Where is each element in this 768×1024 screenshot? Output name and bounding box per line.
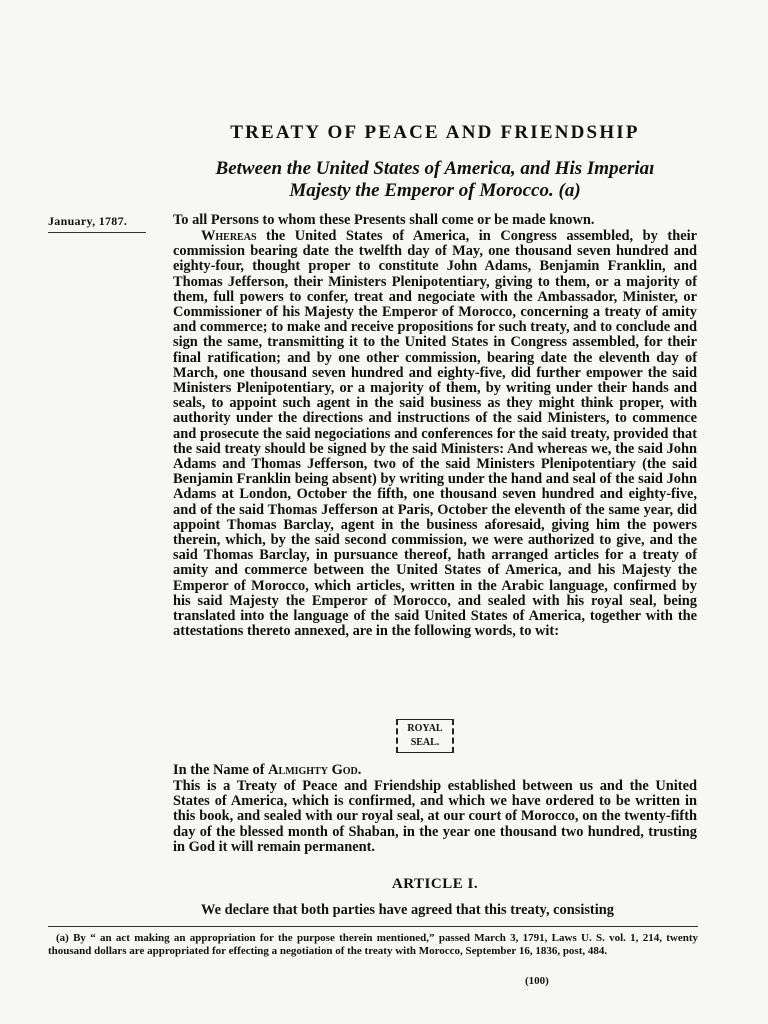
intro-paragraph: To all Persons to whom these Presents shall come or be made known.: [173, 212, 595, 228]
seal-line-2: SEAL.: [410, 737, 440, 748]
invocation-line: [173, 762, 361, 779]
invocation-prefix: In the Name of: [173, 762, 269, 778]
article-heading: ARTICLE I.: [391, 876, 479, 892]
page-number: (100): [525, 975, 549, 987]
page-title: TREATY OF PEACE AND FRIENDSHIP: [230, 122, 640, 143]
footnote-rule: [48, 926, 698, 927]
article-text: We declare that both parties have agreed that this treaty, consisting: [201, 902, 614, 918]
treaty-paragraph: This is a Treaty of Peace and Friendship established between us and the United States of America, which is confirmed, and which we have ordered to be written in this book, and sealed with our royal seal, at our court of Morocco, on the twenty-fifth day of the blessed month of Shaban, in the year one thousand two hundred, trusting in God it will remain permanent.: [173, 778, 697, 855]
royal-seal-box: [396, 719, 454, 753]
subtitle-line-2: Majesty the Emperor of Morocco. (a): [289, 180, 581, 201]
whereas-lead: Whereas: [201, 228, 257, 244]
margin-date: January, 1787.: [48, 214, 128, 228]
whereas-body: the United States of America, in Congress assembled, by their commission bearing date the twelfth day of May, one thousand seven hundred and eighty-four, thought proper to constitute John Adams, Benjamin Franklin, and Thomas Jefferson, their Ministers Plenipotentiary, giving to them, or a majority of them, full powers to confer, treat and negociate with the Ambassador, Minister, or Commissioner of his Majesty the Emperor of Morocco, concerning a treaty of amity and commerce; to make and receive propositions for such treaty, and to conclude and sign the same, transmitting it to the United States in Congress assembled, for their final ratification; and by one other commission, bearing date the eleventh day of March, one thousand seven hundred and eighty-five, did further empower the said Ministers Plenipotentiary, or a majority of them, by writing under their hands and seals, to appoint such agent in the said business as they might think proper, with authority under the directions and instructions of the said Ministers, to commence and prosecute the said negociations and conferences for the said treaty, provided that the said treaty should be signed by the said Ministers: And whereas we, the said John Adams and Thomas Jefferson, two of the said Ministers Plenipotentiary (the said Benjamin Franklin being absent) by writing under the hand and seal of the said John Adams at London, October the fifth, one thousand seven hundred and eighty-five, and of the said Thomas Jefferson at Paris, October the eleventh of the same year, did appoint Thomas Barclay, agent in the business aforesaid, giving him the powers therein, which, by the said second commission, we were authorized to give, and the said Thomas Barclay, in pursuance thereof, hath arranged articles for a treaty of amity and commerce between the United States of America, and his Majesty the Emperor of Morocco, which articles, written in the Arabic language, confirmed by his said Majesty the Emperor of Morocco, and sealed with his royal seal, being translated into the language of the said United States of America, together with the attestations thereto annexed, are in the following words, to wit:: [173, 228, 697, 640]
whereas-paragraph: [173, 229, 697, 639]
invocation-god: Almighty God.: [268, 762, 362, 778]
footnote-text: (a) By “ an act making an appropriation for the purpose therein mentioned,” passed March 3, 1791, Laws U. S. vol. 1, 214, twenty thousand dollars are appropriated for effecting a negotiation of the treaty with Morocco, September 16, 1836, post, 484.: [48, 932, 698, 957]
footnote: [48, 932, 698, 957]
seal-line-1: ROYAL: [407, 723, 443, 734]
subtitle-line-1: Between the United States of America, and His Imperiaı: [215, 158, 655, 179]
page-subtitle: [150, 158, 720, 202]
margin-rule: [48, 232, 146, 233]
